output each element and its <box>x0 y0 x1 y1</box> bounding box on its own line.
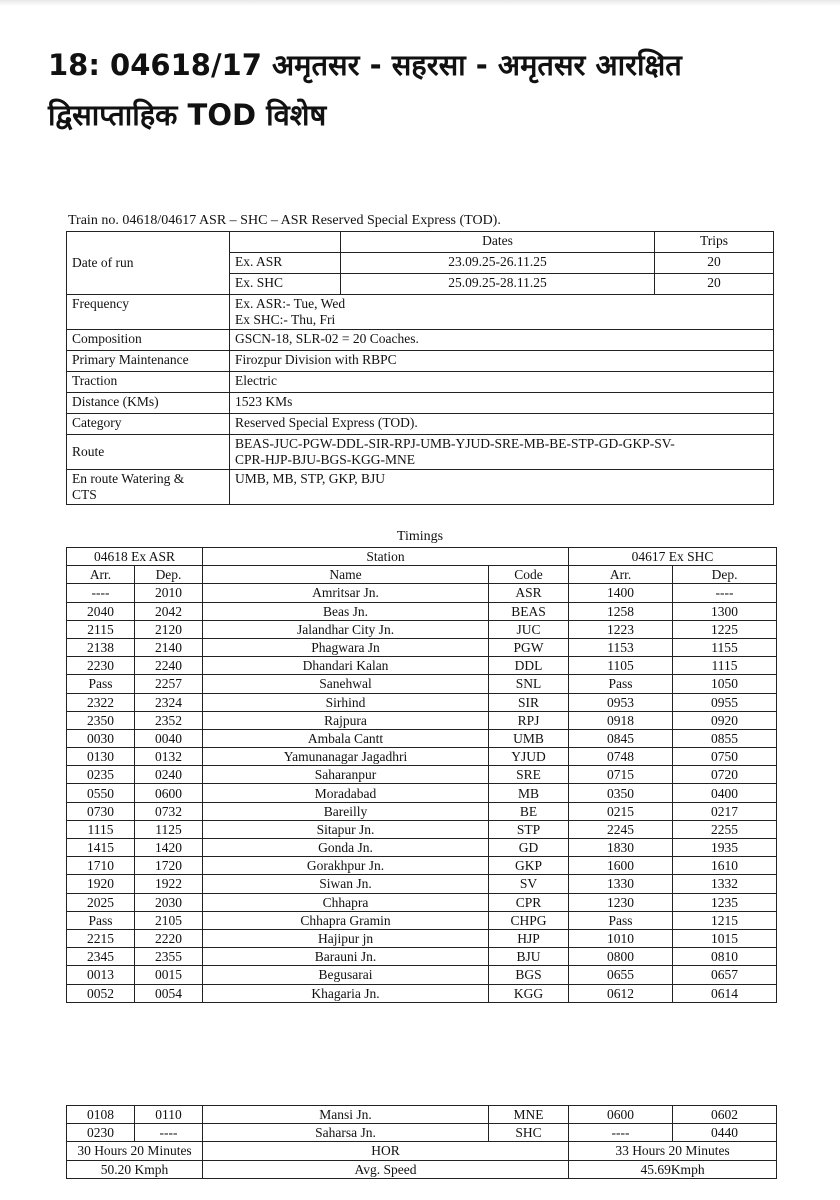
down-departure: 2140 <box>135 638 203 656</box>
down-departure: 1420 <box>135 839 203 857</box>
timing-row <box>67 620 777 638</box>
frequency-line: Ex. ASR:- Tue, Wed <box>235 296 346 311</box>
down-arrival: 2215 <box>67 929 135 947</box>
traction-value: Electric <box>230 372 774 393</box>
up-departure: 1235 <box>673 893 777 911</box>
up-departure: 1050 <box>673 675 777 693</box>
down-departure: 2355 <box>135 948 203 966</box>
up-departure: 1225 <box>673 620 777 638</box>
station-code: JUC <box>489 620 569 638</box>
down-arrival: 0052 <box>67 984 135 1002</box>
station-code: SRE <box>489 766 569 784</box>
timing-row <box>67 766 777 784</box>
timing-row <box>67 893 777 911</box>
station-code: BE <box>489 802 569 820</box>
up-arrival: Pass <box>569 911 673 929</box>
up-departure: 1935 <box>673 839 777 857</box>
up-arrival: Pass <box>569 675 673 693</box>
train-caption: Train no. 04618/04617 ASR – SHC – ASR Reserved Special Express (TOD). <box>68 213 501 228</box>
station-name: Sanehwal <box>203 675 489 693</box>
down-arrival: 0235 <box>67 766 135 784</box>
station-code: HJP <box>489 929 569 947</box>
dep-header: Dep. <box>135 566 203 584</box>
station-code: DDL <box>489 657 569 675</box>
composition-label: Composition <box>67 330 230 351</box>
up-arrival: 0748 <box>569 748 673 766</box>
down-departure: 0732 <box>135 802 203 820</box>
up-departure: ---- <box>673 584 777 602</box>
up-departure: 0720 <box>673 766 777 784</box>
timings-table <box>66 547 777 1003</box>
run-trips: 20 <box>655 274 774 295</box>
station-name: Begusarai <box>203 966 489 984</box>
timing-row <box>67 820 777 838</box>
timing-row <box>67 948 777 966</box>
trips-header: Trips <box>655 232 774 253</box>
page-title <box>48 40 808 140</box>
up-departure: 0750 <box>673 748 777 766</box>
down-arrival: 1920 <box>67 875 135 893</box>
station-name: Dhandari Kalan <box>203 657 489 675</box>
down-departure: 2324 <box>135 693 203 711</box>
run-from: Ex. ASR <box>230 253 341 274</box>
down-arrival: 0013 <box>67 966 135 984</box>
down-arrival: 2025 <box>67 893 135 911</box>
up-arrival: 0953 <box>569 693 673 711</box>
station-name: Amritsar Jn. <box>203 584 489 602</box>
train-info-table <box>66 231 774 505</box>
station-name: Ambala Cantt <box>203 729 489 747</box>
route-line: BEAS-JUC-PGW-DDL-SIR-RPJ-UMB-YJUD-SRE-MB-BE-STP-GD-GKP-SV- <box>235 436 675 451</box>
station-code: MNE <box>489 1106 569 1124</box>
timings-title: Timings <box>396 529 444 544</box>
up-departure: 2255 <box>673 820 777 838</box>
up-arrival: 1830 <box>569 839 673 857</box>
traction-label: Traction <box>67 372 230 393</box>
station-name: Hajipur jn <box>203 929 489 947</box>
timing-row <box>67 675 777 693</box>
watering-label-line: En route Watering & <box>72 471 185 486</box>
down-arrival: 2322 <box>67 693 135 711</box>
up-arrival: 1223 <box>569 620 673 638</box>
station-code: SV <box>489 875 569 893</box>
up-departure: 0657 <box>673 966 777 984</box>
speed-label: Avg. Speed <box>203 1160 569 1178</box>
up-departure: 0602 <box>673 1106 777 1124</box>
station-header: Station <box>203 548 569 566</box>
down-departure: 0240 <box>135 766 203 784</box>
up-arrival: 1258 <box>569 602 673 620</box>
down-arrival: 2350 <box>67 711 135 729</box>
station-name: Gorakhpur Jn. <box>203 857 489 875</box>
up-arrival: 1400 <box>569 584 673 602</box>
frequency-value <box>230 295 774 330</box>
down-departure: 0132 <box>135 748 203 766</box>
down-departure: 0054 <box>135 984 203 1002</box>
route-value <box>230 435 774 470</box>
station-code: KGG <box>489 984 569 1002</box>
station-name: Phagwara Jn <box>203 638 489 656</box>
speed-up: 45.69Kmph <box>569 1160 777 1178</box>
station-code: BEAS <box>489 602 569 620</box>
down-arrival: 0550 <box>67 784 135 802</box>
hor-label: HOR <box>203 1142 569 1160</box>
up-arrival: 1010 <box>569 929 673 947</box>
up-arrival: 1600 <box>569 857 673 875</box>
timing-row <box>67 984 777 1002</box>
down-departure: 2042 <box>135 602 203 620</box>
up-departure: 0614 <box>673 984 777 1002</box>
station-name: Sirhind <box>203 693 489 711</box>
down-arrival: Pass <box>67 911 135 929</box>
up-arrival: 0600 <box>569 1106 673 1124</box>
down-departure: 2220 <box>135 929 203 947</box>
down-arrival: 0730 <box>67 802 135 820</box>
up-departure: 1155 <box>673 638 777 656</box>
watering-value: UMB, MB, STP, GKP, BJU <box>230 470 774 505</box>
title-line-1: 18: 04618/17 अमृतसर - सहरसा - अमृतसर आरक्षित <box>48 48 682 82</box>
info-blank-cell <box>230 232 341 253</box>
down-departure: 0110 <box>135 1106 203 1124</box>
frequency-line: Ex SHC:- Thu, Fri <box>235 312 336 327</box>
station-code: UMB <box>489 729 569 747</box>
down-arrival: 0108 <box>67 1106 135 1124</box>
run-dates: 23.09.25-26.11.25 <box>341 253 655 274</box>
date-of-run-label: Date of run <box>67 232 230 295</box>
station-name: Barauni Jn. <box>203 948 489 966</box>
station-name: Jalandhar City Jn. <box>203 620 489 638</box>
timing-row <box>67 602 777 620</box>
up-arrival: 0715 <box>569 766 673 784</box>
down-departure: 1922 <box>135 875 203 893</box>
station-code: MB <box>489 784 569 802</box>
down-departure: 1720 <box>135 857 203 875</box>
top-edge <box>0 0 840 6</box>
up-departure: 0855 <box>673 729 777 747</box>
dep-header: Dep. <box>673 566 777 584</box>
up-train-header: 04617 Ex SHC <box>569 548 777 566</box>
station-code: PGW <box>489 638 569 656</box>
up-departure: 1015 <box>673 929 777 947</box>
station-code: SNL <box>489 675 569 693</box>
up-departure: 1215 <box>673 911 777 929</box>
up-arrival: 0215 <box>569 802 673 820</box>
timing-row <box>67 729 777 747</box>
down-arrival: 0130 <box>67 748 135 766</box>
watering-label <box>67 470 230 505</box>
down-arrival: ---- <box>67 584 135 602</box>
station-name: Sitapur Jn. <box>203 820 489 838</box>
up-arrival: 0845 <box>569 729 673 747</box>
station-code: ASR <box>489 584 569 602</box>
category-label: Category <box>67 414 230 435</box>
down-departure: 0015 <box>135 966 203 984</box>
station-code: CHPG <box>489 911 569 929</box>
station-name: Yamunanagar Jagadhri <box>203 748 489 766</box>
up-arrival: 1230 <box>569 893 673 911</box>
arr-header: Arr. <box>67 566 135 584</box>
up-arrival: 2245 <box>569 820 673 838</box>
up-departure: 0400 <box>673 784 777 802</box>
station-code: SHC <box>489 1124 569 1142</box>
timing-row <box>67 784 777 802</box>
station-code: CPR <box>489 893 569 911</box>
station-name: Saharsa Jn. <box>203 1124 489 1142</box>
up-arrival: 1105 <box>569 657 673 675</box>
composition-value: GSCN-18, SLR-02 = 20 Coaches. <box>230 330 774 351</box>
timing-row <box>67 748 777 766</box>
station-code: GD <box>489 839 569 857</box>
down-departure: ---- <box>135 1124 203 1142</box>
station-code: SIR <box>489 693 569 711</box>
up-departure: 1115 <box>673 657 777 675</box>
timing-row <box>67 711 777 729</box>
station-name: Gonda Jn. <box>203 839 489 857</box>
timing-row <box>67 839 777 857</box>
up-departure: 1332 <box>673 875 777 893</box>
down-arrival: 2138 <box>67 638 135 656</box>
down-departure: 2120 <box>135 620 203 638</box>
timing-row <box>67 929 777 947</box>
down-arrival: 2345 <box>67 948 135 966</box>
timing-row <box>67 966 777 984</box>
timing-row <box>67 693 777 711</box>
timing-row <box>67 875 777 893</box>
station-name: Khagaria Jn. <box>203 984 489 1002</box>
down-arrival: 1710 <box>67 857 135 875</box>
station-code: STP <box>489 820 569 838</box>
maintenance-label: Primary Maintenance <box>67 351 230 372</box>
up-departure: 1610 <box>673 857 777 875</box>
timing-row <box>67 911 777 929</box>
down-departure: 2010 <box>135 584 203 602</box>
up-arrival: 0350 <box>569 784 673 802</box>
down-arrival: 2040 <box>67 602 135 620</box>
down-departure: 2105 <box>135 911 203 929</box>
timing-row <box>67 857 777 875</box>
up-arrival: 1330 <box>569 875 673 893</box>
up-departure: 0810 <box>673 948 777 966</box>
up-departure: 1300 <box>673 602 777 620</box>
station-name: Beas Jn. <box>203 602 489 620</box>
up-arrival: 1153 <box>569 638 673 656</box>
down-departure: 2257 <box>135 675 203 693</box>
station-name: Chhapra <box>203 893 489 911</box>
name-header: Name <box>203 566 489 584</box>
down-arrival: 0030 <box>67 729 135 747</box>
station-name: Chhapra Gramin <box>203 911 489 929</box>
category-value: Reserved Special Express (TOD). <box>230 414 774 435</box>
station-code: BGS <box>489 966 569 984</box>
up-departure: 0920 <box>673 711 777 729</box>
timing-row <box>67 657 777 675</box>
down-departure: 0600 <box>135 784 203 802</box>
station-name: Rajpura <box>203 711 489 729</box>
maintenance-value: Firozpur Division with RBPC <box>230 351 774 372</box>
station-name: Siwan Jn. <box>203 875 489 893</box>
distance-label: Distance (KMs) <box>67 393 230 414</box>
route-line: CPR-HJP-BJU-BGS-KGG-MNE <box>235 452 416 467</box>
station-name: Saharanpur <box>203 766 489 784</box>
down-departure: 2030 <box>135 893 203 911</box>
down-departure: 2240 <box>135 657 203 675</box>
down-arrival: 2115 <box>67 620 135 638</box>
station-code: RPJ <box>489 711 569 729</box>
down-departure: 2352 <box>135 711 203 729</box>
run-trips: 20 <box>655 253 774 274</box>
station-name: Moradabad <box>203 784 489 802</box>
station-code: BJU <box>489 948 569 966</box>
up-arrival: 0612 <box>569 984 673 1002</box>
hor-down: 30 Hours 20 Minutes <box>67 1142 203 1160</box>
code-header: Code <box>489 566 569 584</box>
speed-down: 50.20 Kmph <box>67 1160 203 1178</box>
timings-table-continued <box>66 1105 777 1179</box>
down-departure: 0040 <box>135 729 203 747</box>
timing-row <box>67 802 777 820</box>
station-name: Mansi Jn. <box>203 1106 489 1124</box>
timing-row <box>67 638 777 656</box>
frequency-label: Frequency <box>67 295 230 330</box>
timing-row <box>67 584 777 602</box>
down-arrival: 1115 <box>67 820 135 838</box>
up-arrival: ---- <box>569 1124 673 1142</box>
route-label: Route <box>67 435 230 470</box>
arr-header: Arr. <box>569 566 673 584</box>
down-arrival: 0230 <box>67 1124 135 1142</box>
up-arrival: 0918 <box>569 711 673 729</box>
hor-up: 33 Hours 20 Minutes <box>569 1142 777 1160</box>
run-from: Ex. SHC <box>230 274 341 295</box>
up-arrival: 0800 <box>569 948 673 966</box>
title-line-2: द्विसाप्ताहिक TOD विशेष <box>48 98 327 132</box>
watering-label-line: CTS <box>72 487 97 502</box>
down-arrival: Pass <box>67 675 135 693</box>
dates-header: Dates <box>341 232 655 253</box>
up-departure: 0440 <box>673 1124 777 1142</box>
down-arrival: 2230 <box>67 657 135 675</box>
up-departure: 0217 <box>673 802 777 820</box>
distance-value: 1523 KMs <box>230 393 774 414</box>
run-dates: 25.09.25-28.11.25 <box>341 274 655 295</box>
up-departure: 0955 <box>673 693 777 711</box>
down-departure: 1125 <box>135 820 203 838</box>
station-code: GKP <box>489 857 569 875</box>
down-arrival: 1415 <box>67 839 135 857</box>
station-name: Bareilly <box>203 802 489 820</box>
down-train-header: 04618 Ex ASR <box>67 548 203 566</box>
timing-row <box>67 1124 777 1142</box>
timing-row <box>67 1106 777 1124</box>
up-arrival: 0655 <box>569 966 673 984</box>
station-code: YJUD <box>489 748 569 766</box>
